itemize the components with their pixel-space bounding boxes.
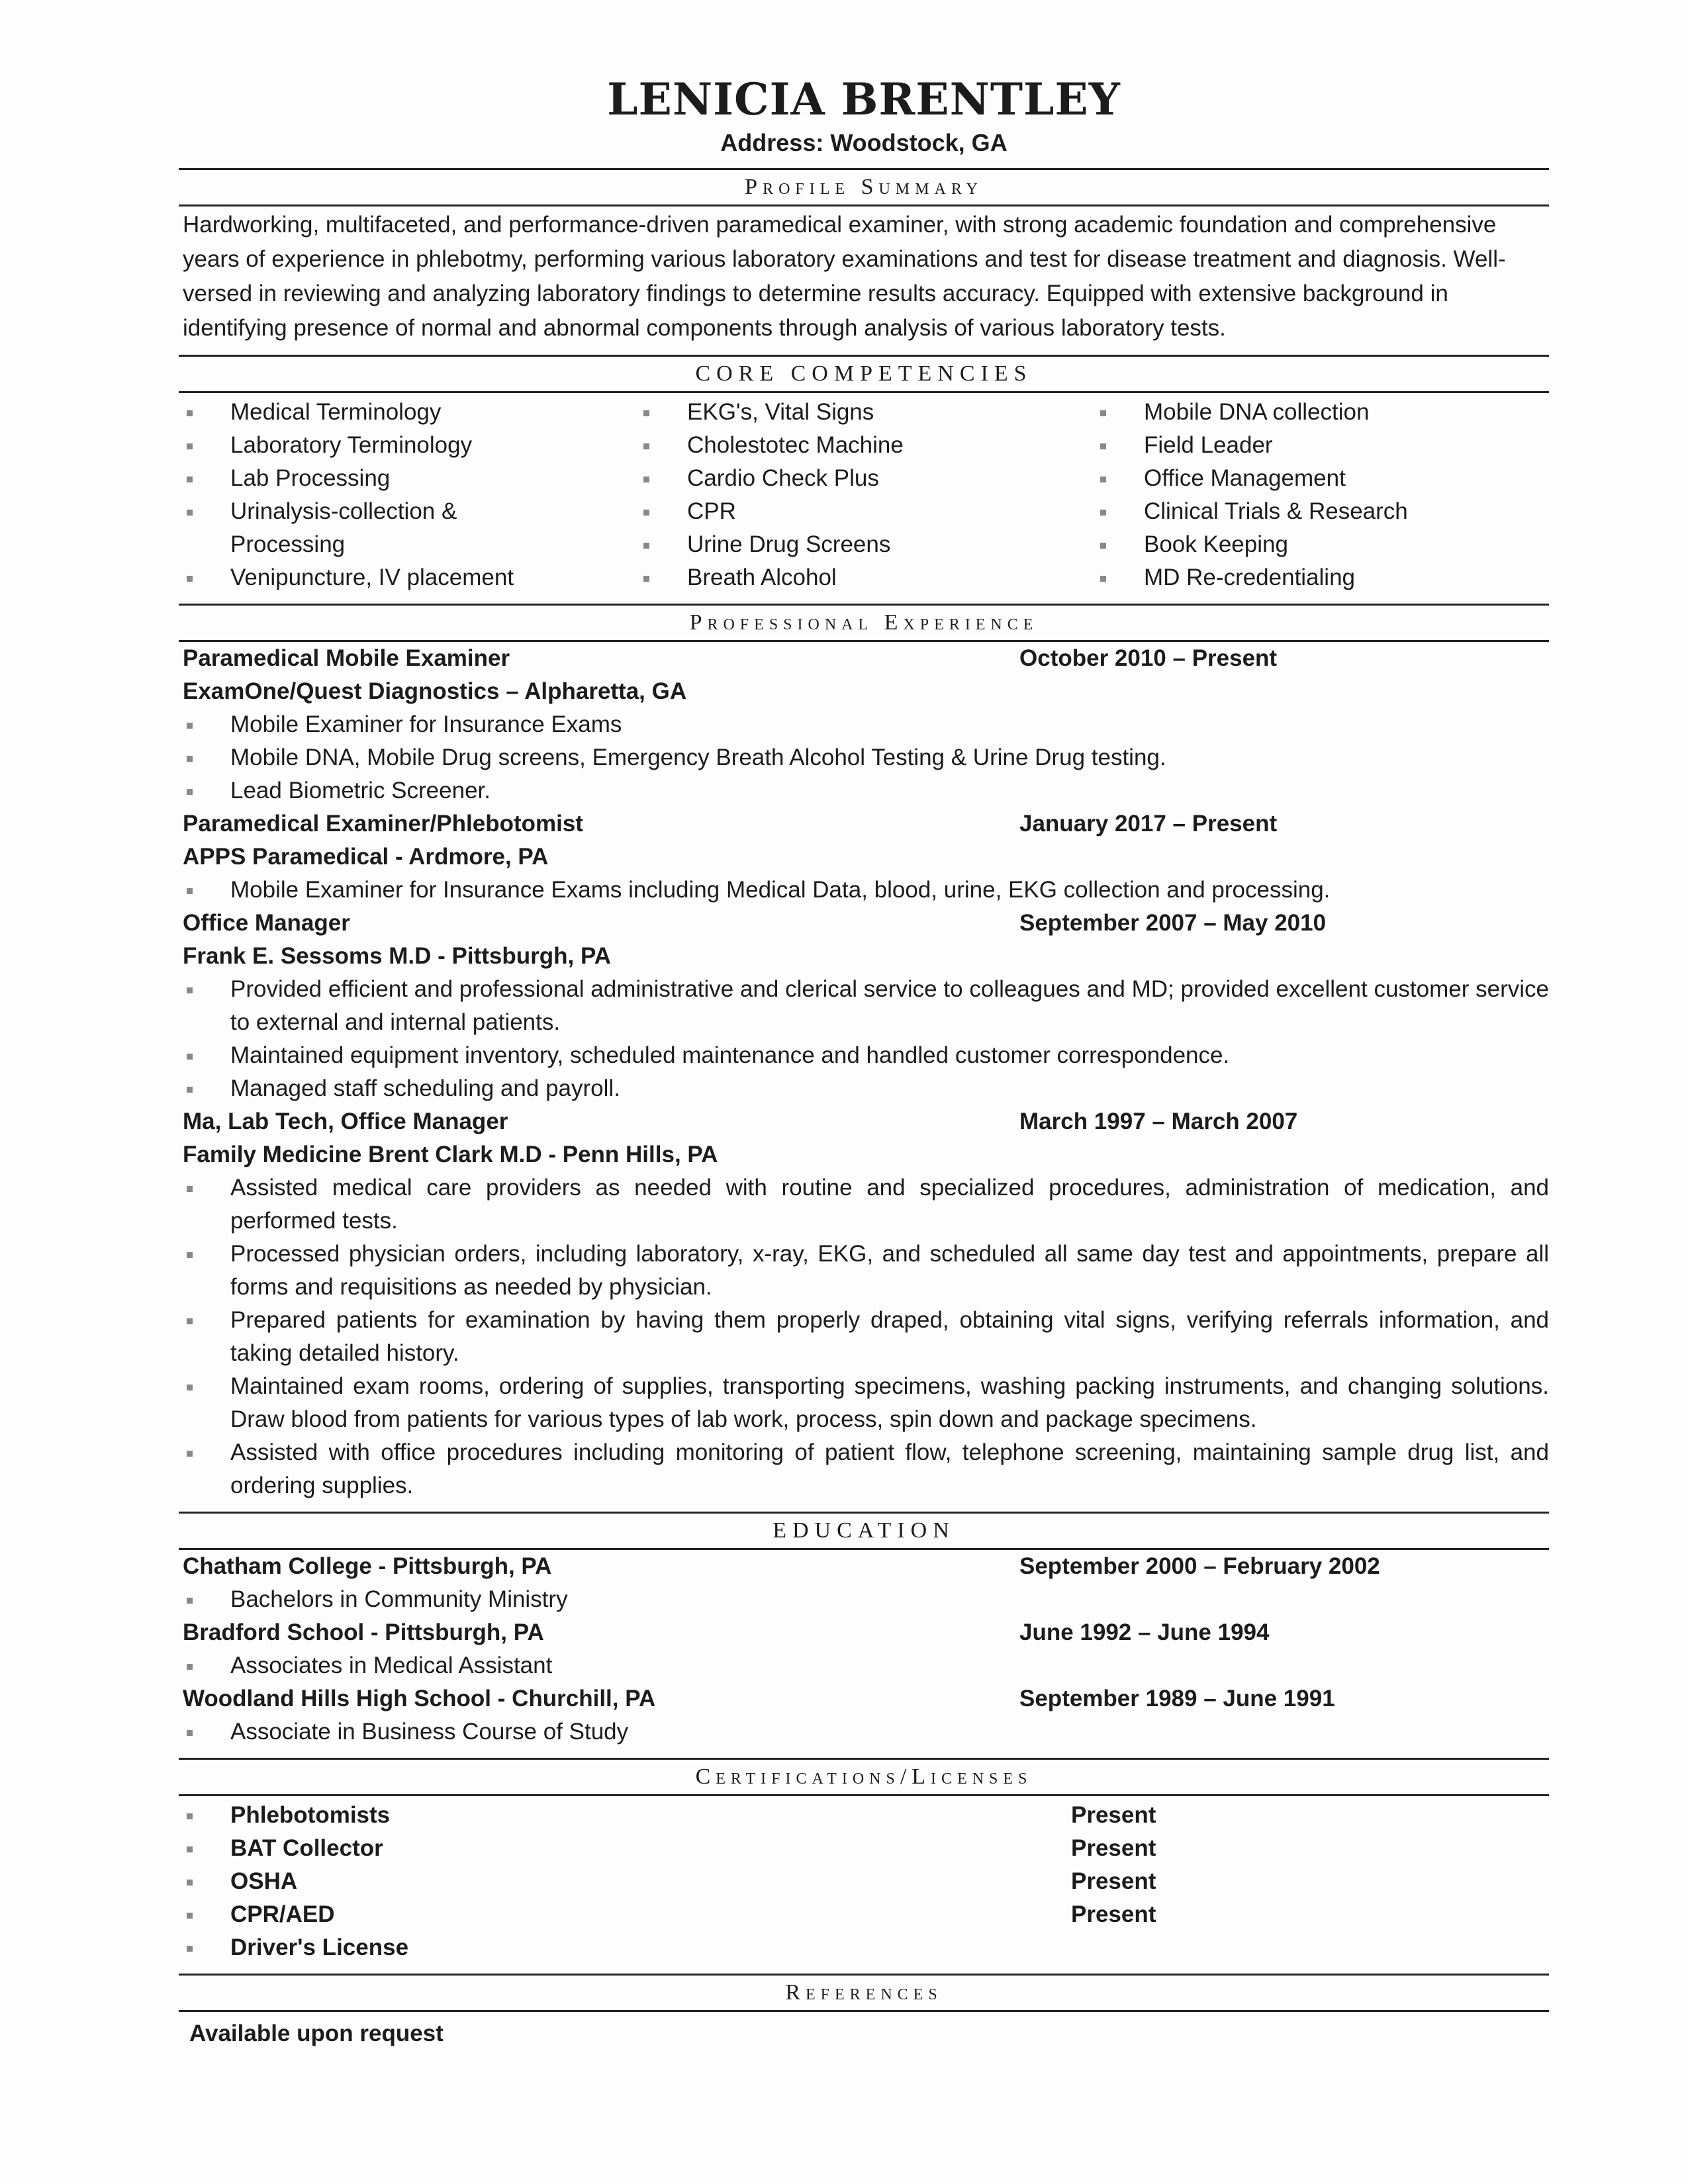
job-title: Office Manager [183, 910, 350, 936]
competency-item: Clinical Trials & Research [1092, 495, 1549, 528]
school-name: Chatham College - Pittsburgh, PA [183, 1553, 552, 1579]
competency-item: Medical Terminology [179, 396, 635, 429]
job-entry [179, 642, 1549, 807]
certification-row [179, 1931, 1549, 1964]
competency-item: Cholestotec Machine [635, 429, 1092, 462]
school-dates: September 2000 – February 2002 [1019, 1553, 1380, 1579]
competency-item: Office Management [1092, 462, 1549, 495]
certification-status: Present [1071, 1835, 1156, 1861]
certification-name: CPR/AED [179, 1898, 1071, 1931]
competencies-column-2 [635, 396, 1092, 594]
education-entry [179, 1616, 1549, 1682]
certification-name: OSHA [179, 1865, 1071, 1898]
competency-item: Book Keeping [1092, 528, 1549, 561]
profile-summary-text: Hardworking, multifaceted, and performance-driven paramedical examiner, with strong academic foundation and comprehensive years of experience in phlebotmy, performing various laboratory examinations and test for disease treatment and diagnosis. Well-versed in reviewing and analyzing laboratory findings to determine results accuracy. Equipped with extensive background in identifying presence of normal and abnormal components through analysis of various laboratory tests. [183, 212, 1506, 341]
professional-experience-heading: Professional Experience [179, 604, 1549, 642]
job-duty: Managed staff scheduling and payroll. [179, 1072, 1549, 1105]
certification-name: BAT Collector [179, 1832, 1071, 1865]
competency-item: Laboratory Terminology [179, 429, 635, 462]
education-entry [179, 1550, 1549, 1616]
degree: Associate in Business Course of Study [179, 1715, 1549, 1749]
degree: Bachelors in Community Ministry [179, 1583, 1549, 1616]
job-duty: Assisted with office procedures including monitoring of patient flow, telephone screening, maintaining sample drug list, and ordering supplies. [179, 1436, 1549, 1502]
certification-status: Present [1071, 1868, 1156, 1894]
job-duty: Processed physician orders, including laboratory, x-ray, EKG, and scheduled all same day test and appointments, prepare all forms and requisitions as needed by physician. [179, 1238, 1549, 1304]
job-title: Ma, Lab Tech, Office Manager [183, 1109, 508, 1134]
certification-name: Driver's License [179, 1931, 1071, 1964]
job-entry [179, 807, 1549, 907]
job-duty: Mobile Examiner for Insurance Exams [179, 708, 1549, 741]
candidate-address: Address: Woodstock, GA [720, 129, 1008, 156]
job-dates: October 2010 – Present [1019, 645, 1278, 671]
candidate-name: LENICIA BRENTLEY [607, 73, 1121, 125]
certification-row [179, 1865, 1549, 1898]
core-competencies-heading: CORE COMPETENCIES [179, 355, 1549, 393]
education-entry [179, 1682, 1549, 1749]
competency-item: Urine Drug Screens [635, 528, 1092, 561]
competency-item: Urinalysis-collection & Processing [179, 495, 522, 561]
competency-item: Venipuncture, IV placement [179, 561, 635, 594]
competencies-column-3 [1092, 396, 1549, 594]
competency-item: Field Leader [1092, 429, 1549, 462]
job-duty: Maintained equipment inventory, scheduled maintenance and handled customer correspondence. [179, 1039, 1549, 1072]
job-duty: Assisted medical care providers as needed with routine and specialized procedures, administration of medication, and performed tests. [179, 1171, 1549, 1238]
job-entry [179, 907, 1549, 1105]
job-entry [179, 1105, 1549, 1502]
degree: Associates in Medical Assistant [179, 1649, 1549, 1682]
job-company: Family Medicine Brent Clark M.D - Penn Hills, PA [183, 1142, 718, 1167]
competency-item: Breath Alcohol [635, 561, 1092, 594]
competencies-column-1 [179, 396, 635, 594]
job-duty: Provided efficient and professional administrative and clerical service to colleagues and MD; provided excellent customer service to external and internal patients. [179, 973, 1549, 1039]
school-dates: September 1989 – June 1991 [1019, 1686, 1335, 1711]
job-duty: Prepared patients for examination by having them properly draped, obtaining vital signs, verifying referrals information, and taking detailed history. [179, 1304, 1549, 1370]
job-dates: January 2017 – Present [1019, 811, 1278, 837]
certification-status: Present [1071, 1802, 1156, 1828]
references-text: Available upon request [189, 2021, 444, 2046]
competency-item: CPR [635, 495, 1092, 528]
resume-page [179, 73, 1549, 2056]
job-dates: September 2007 – May 2010 [1019, 910, 1327, 936]
competencies-grid [179, 396, 1549, 594]
education-heading: EDUCATION [179, 1512, 1549, 1550]
job-title: Paramedical Mobile Examiner [183, 645, 510, 671]
certifications-list [179, 1799, 1549, 1964]
job-company: ExamOne/Quest Diagnostics – Alpharetta, GA [183, 678, 687, 704]
certification-name: Phlebotomists [179, 1799, 1071, 1832]
certification-status: Present [1071, 1901, 1156, 1927]
job-company: Frank E. Sessoms M.D - Pittsburgh, PA [183, 943, 611, 969]
competency-item: Cardio Check Plus [635, 462, 1092, 495]
job-duty: Mobile Examiner for Insurance Exams including Medical Data, blood, urine, EKG collection and processing. [179, 874, 1549, 907]
references-heading: References [179, 1974, 1549, 2012]
job-dates: March 1997 – March 2007 [1019, 1109, 1298, 1134]
competency-item: Mobile DNA collection [1092, 396, 1549, 429]
certification-row [179, 1898, 1549, 1931]
job-company: APPS Paramedical - Ardmore, PA [183, 844, 549, 870]
competency-item: MD Re-credentialing [1092, 561, 1549, 594]
job-duty: Lead Biometric Screener. [179, 774, 1549, 807]
certification-row [179, 1832, 1549, 1865]
job-title: Paramedical Examiner/Phlebotomist [183, 811, 583, 837]
school-name: Woodland Hills High School - Churchill, PA [183, 1686, 656, 1711]
certifications-heading: Certifications/Licenses [179, 1758, 1549, 1796]
school-name: Bradford School - Pittsburgh, PA [183, 1619, 544, 1645]
school-dates: June 1992 – June 1994 [1019, 1619, 1270, 1645]
job-duty: Maintained exam rooms, ordering of supplies, transporting specimens, washing packing instruments, and changing solutions. Draw blood from patients for various types of lab work, process, spin down and package specimens. [179, 1370, 1549, 1436]
job-duty: Mobile DNA, Mobile Drug screens, Emergency Breath Alcohol Testing & Urine Drug testing. [179, 741, 1549, 774]
competency-item: EKG's, Vital Signs [635, 396, 1092, 429]
certification-row [179, 1799, 1549, 1832]
competency-item: Lab Processing [179, 462, 635, 495]
profile-summary-heading: Profile Summary [179, 168, 1549, 206]
